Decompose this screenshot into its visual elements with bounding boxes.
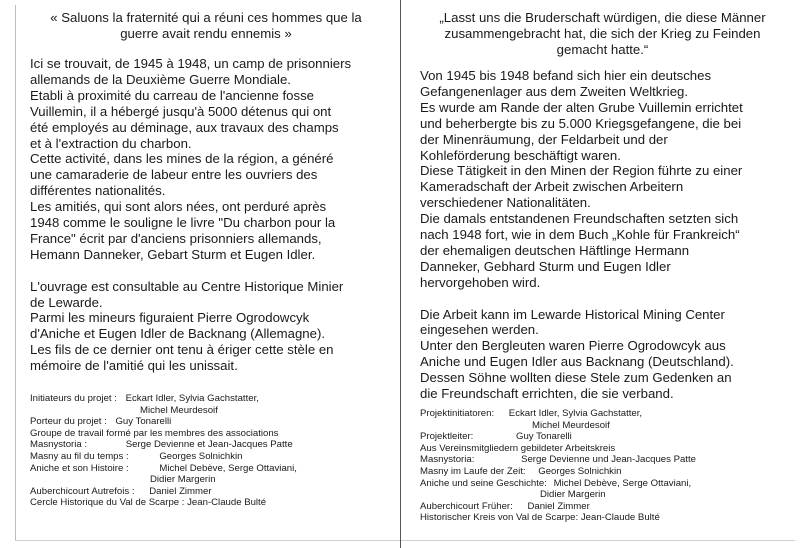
text-line: de Lewarde. xyxy=(30,294,103,310)
text-line: Es wurde am Rande der alten Grube Vuillemin errichtet xyxy=(420,99,743,115)
credit-value: Georges Solnichkin xyxy=(159,450,243,462)
text-line: Cette activité, dans les mines de la région, a généré xyxy=(30,151,334,167)
text-line: Kameradschaft der Arbeit zwischen Arbeitern xyxy=(420,179,684,195)
text-line: Kohleförderung beschäftigt waren. xyxy=(420,147,621,163)
german-paragraph-2 xyxy=(420,307,785,402)
credit-value: Michel Debève, Serge Ottaviani, xyxy=(159,462,297,474)
credit-label: Aniche und seine Geschichte: xyxy=(420,477,547,489)
credit-line: Groupe de travail formé par les membres des associations xyxy=(30,427,279,439)
text-line: allemands de la Deuxième Guerre Mondiale. xyxy=(30,71,291,87)
text-line: Gefangenenlager aus dem Zweiten Weltkrieg. xyxy=(420,83,689,99)
text-line: Die damals entstandenen Freundschaften setzten sich xyxy=(420,211,739,227)
credit-label: Auberchicourt Früher: xyxy=(420,500,513,512)
german-column xyxy=(420,0,785,402)
text-line: Hemann Danneker, Gebart Sturm et Eugen Idler. xyxy=(30,246,316,262)
french-quote-line: guerre avait rendu ennemis » xyxy=(120,26,292,41)
text-line: France" écrit par d'anciens prisonniers allemands, xyxy=(30,230,322,246)
credit-label: Projektinitiatoren: xyxy=(420,408,495,419)
german-credits xyxy=(420,408,696,524)
text-line: été employés au déminage, aux travaux des champs xyxy=(30,119,339,135)
text-line: et à l'extraction du charbon. xyxy=(30,135,192,151)
french-paragraph-2 xyxy=(30,279,382,374)
text-line: Etabli à proximité du carreau de l'ancienne fosse xyxy=(30,87,315,103)
text-line: une camaraderie de labeur entre les ouvriers des xyxy=(30,167,318,183)
text-line: Danneker, Gebhard Sturm und Eugen Idler xyxy=(420,258,671,274)
german-quote-line: „Lasst uns die Bruderschaft würdigen, die diese Männer xyxy=(439,10,766,25)
credit-label: Auberchicourt Autrefois : xyxy=(30,485,135,497)
credit-value: Eckart Idler, Sylvia Gachstatter, xyxy=(508,408,643,419)
credit-line: Aus Vereinsmitgliedern gebildeter Arbeitskreis xyxy=(420,442,616,454)
credit-label: Masny au fil du temps : xyxy=(30,450,129,462)
credit-value: Guy Tonarelli xyxy=(115,416,172,428)
text-line: der Minenräumung, der Feldarbeit und der xyxy=(420,131,668,147)
french-credits xyxy=(30,393,297,509)
text-line: Vuillemin, il a hébergé jusqu'à 5000 détenus qui ont xyxy=(30,103,332,119)
text-line: Unter den Bergleuten waren Pierre Ogrodowcyk aus xyxy=(420,338,726,354)
text-line: différentes nationalités. xyxy=(30,183,166,199)
text-line: nach 1948 fort, wie in dem Buch „Kohle für Frankreich“ xyxy=(420,227,740,243)
credit-value: Eckart Idler, Sylvia Gachstatter, xyxy=(125,393,259,404)
french-paragraph-1 xyxy=(30,56,382,263)
credit-line: Cercle Historique du Val de Scarpe : Jean-Claude Bulté xyxy=(30,497,267,509)
text-line: Les fils de ce dernier ont tenu à ériger cette stèle en xyxy=(30,342,334,358)
credit-value: Didier Margerin xyxy=(150,474,216,486)
text-line: der ehemaligen deutschen Häftlinge Hermann xyxy=(420,242,690,258)
credit-label: Projektleiter: xyxy=(420,431,474,443)
credit-label: Masny im Laufe der Zeit: xyxy=(420,465,526,477)
text-line: d'Aniche et Eugen Idler de Backnang (Allemagne). xyxy=(30,326,326,342)
text-line: hervorgehoben wird. xyxy=(420,274,541,290)
credit-value: Georges Solnichkin xyxy=(538,465,622,477)
text-line: verschiedener Nationalitäten. xyxy=(420,195,591,211)
credit-value: Didier Margerin xyxy=(540,489,606,501)
column-divider xyxy=(400,0,401,548)
text-line: mémoire de l'amitié qui les unissait. xyxy=(30,358,238,374)
german-quote-line: zusammengebracht hat, die sich der Krieg zu Feinden xyxy=(444,26,761,41)
credit-value: Michel Debève, Serge Ottaviani, xyxy=(553,477,692,489)
text-line: Ici se trouvait, de 1945 à 1948, un camp de prisonniers xyxy=(30,56,352,71)
credit-value: Michel Meurdesoif xyxy=(140,404,218,416)
text-line: Diese Tätigkeit in den Minen der Region führte zu einer xyxy=(420,163,743,179)
text-line: L'ouvrage est consultable au Centre Historique Minier xyxy=(30,278,344,294)
german-quote-line: gemacht hatte.“ xyxy=(556,42,649,57)
credit-label: Masnystoria: xyxy=(420,454,475,466)
credit-label: Masnystoria : xyxy=(30,439,88,451)
text-line: Von 1945 bis 1948 befand sich hier ein deutsches xyxy=(420,68,712,83)
credit-value: Guy Tonarelli xyxy=(516,431,572,443)
french-quote xyxy=(30,10,382,42)
german-quote xyxy=(420,10,785,58)
text-line: Parmi les mineurs figuraient Pierre Ogrodowcyk xyxy=(30,310,310,326)
text-line: 1948 comme le souligne le livre "Du charbon pour la xyxy=(30,215,336,231)
french-quote-line: « Saluons la fraternité qui a réuni ces hommes que la xyxy=(50,10,362,25)
text-line: Die Arbeit kann im Lewarde Historical Mining Center xyxy=(420,306,725,322)
credit-label: Initiateurs du projet : xyxy=(30,393,117,404)
page-frame-left xyxy=(15,5,16,540)
credit-label: Aniche et son Histoire : xyxy=(30,462,129,474)
german-paragraph-1 xyxy=(420,68,785,291)
credit-line: Historischer Kreis von Val de Scarpe: Jean-Claude Bulté xyxy=(420,512,660,524)
text-line: Les amitiés, qui sont alors nées, ont perduré après xyxy=(30,199,327,215)
credit-label: Porteur du projet : xyxy=(30,416,107,428)
text-line: und beherbergte bis zu 5.000 Kriegsgefangene, die bei xyxy=(420,115,742,131)
text-line: Dessen Söhne wollten diese Stele zum Gedenken an xyxy=(420,370,732,386)
page-frame-bottom xyxy=(15,540,795,541)
french-column xyxy=(30,0,382,374)
credit-value: Michel Meurdesoif xyxy=(532,419,610,431)
text-line: Aniche und Eugen Idler aus Backnang (Deutschland). xyxy=(420,354,734,370)
credit-value: Daniel Zimmer xyxy=(149,485,212,497)
credit-value: Serge Devienne und Jean-Jacques Patte xyxy=(521,454,696,466)
credit-value: Serge Devienne et Jean-Jacques Patte xyxy=(125,439,293,451)
text-line: eingesehen werden. xyxy=(420,322,539,338)
text-line: die Freundschaft errichten, die sie verband. xyxy=(420,386,674,402)
credit-value: Daniel Zimmer xyxy=(527,500,590,512)
